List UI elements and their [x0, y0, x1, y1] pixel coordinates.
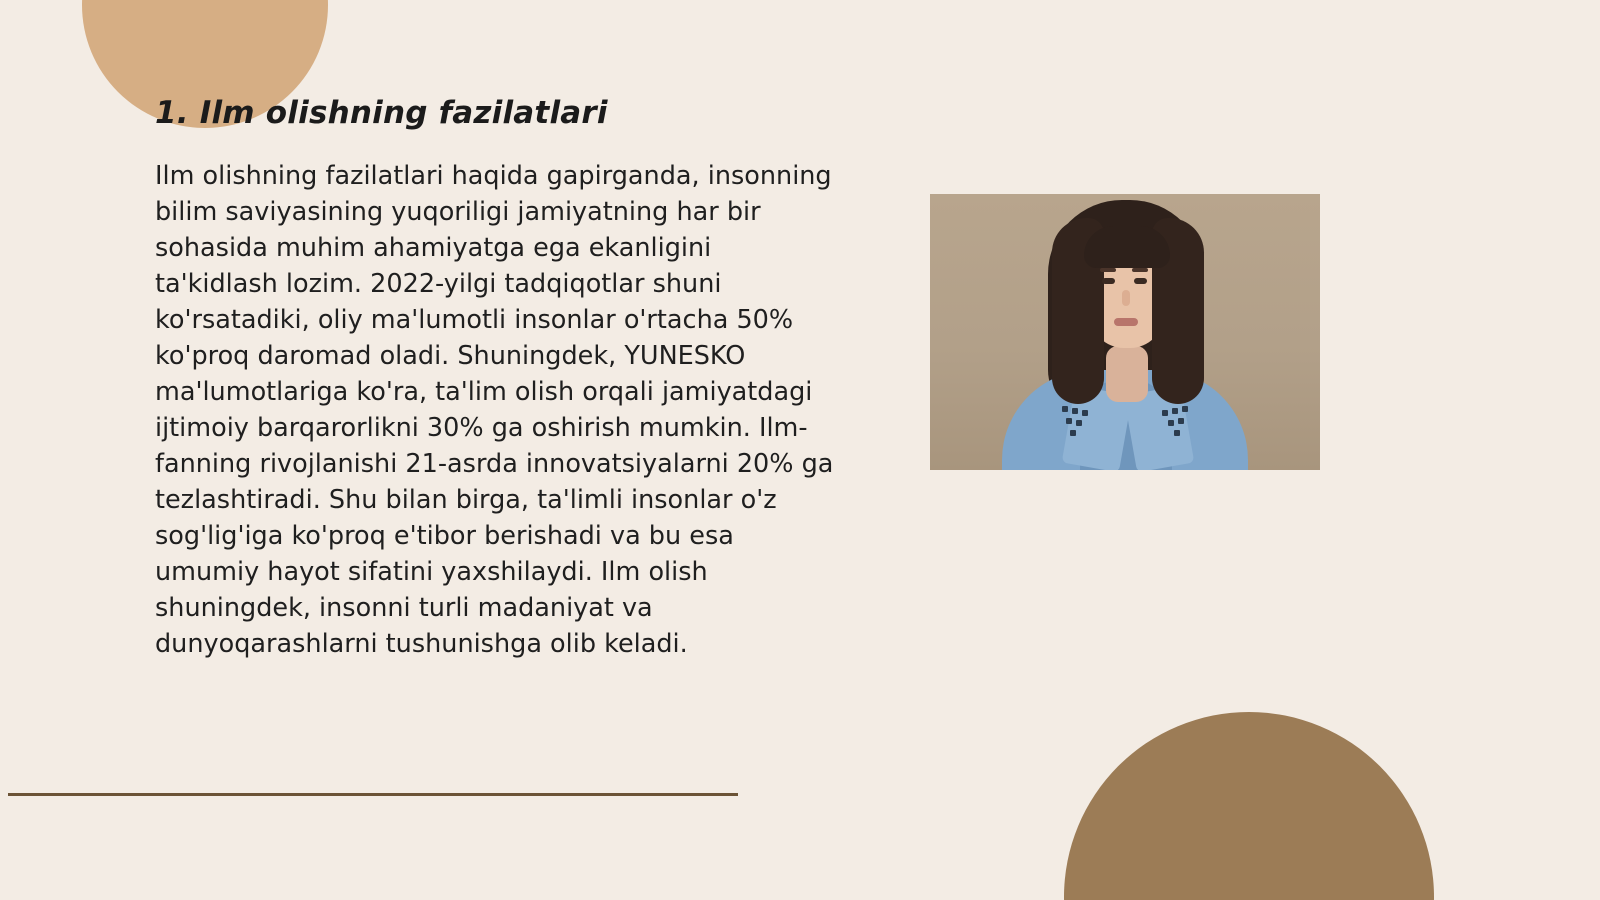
eye-left	[1102, 278, 1115, 284]
decorative-circle-bottom	[1064, 712, 1434, 900]
eyebrow-right	[1132, 268, 1148, 272]
slide-body-text: Ilm olishning fazilatlari haqida gapirganda, insonning bilim saviyasining yuqoriligi jamiyatning har bir sohasida muhim ahamiyatga ega ekanligini ta'kidlash lozim. 2022-yilgi tadqiqotlar shuni ko'rsatadiki, oliy ma'lumotli insonlar o'rtacha 50% ko'proq daromad oladi. Shuningdek, YUNESKO ma'lumotlariga ko'ra, ta'lim olish orqali jamiyatdagi ijtimoiy barqarorlikni 30% ga oshirish mumkin. Ilm-fanning rivojlanishi 21-asrda innovatsiyalarni 20% ga tezlashtiradi. Shu bilan birga, ta'limli insonlar o'z sog'lig'iga ko'proq e'tibor berishadi va bu esa umumiy hayot sifatini yaxshilaydi. Ilm olish shuningdek, insonni turli madaniyat va dunyoqarashlarni tushunishga olib keladi.	[155, 161, 834, 660]
nose	[1122, 290, 1130, 306]
collar-studs-left	[1062, 406, 1096, 436]
hair-fringe	[1084, 226, 1170, 268]
presenter-video-panel	[930, 194, 1320, 470]
collar-studs-right	[1162, 406, 1196, 436]
slide-content	[155, 95, 855, 662]
presenter-figure	[1010, 194, 1240, 470]
neck	[1106, 346, 1148, 402]
page-title: 1. Ilm olishning fazilatlari	[155, 95, 608, 131]
eye-right	[1134, 278, 1147, 284]
eyebrow-left	[1100, 268, 1116, 272]
mouth	[1114, 318, 1138, 326]
divider	[8, 793, 738, 796]
